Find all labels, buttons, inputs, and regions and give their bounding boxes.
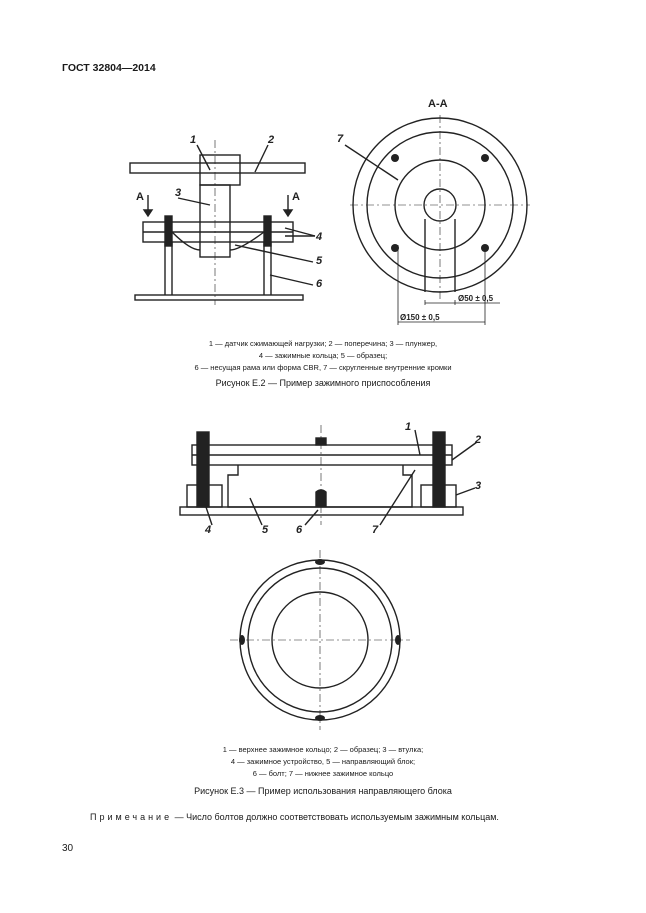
dim-inner-diameter: Ø50 ± 0,5: [458, 294, 494, 303]
e2-figure-title: Рисунок Е.2 — Пример зажимного приспособления: [215, 378, 431, 388]
e2-legend-line-1: 1 — датчик сжимающей нагрузки; 2 — поперечина; 3 — плунжер,: [208, 339, 438, 348]
e3-callout-6: 6: [296, 524, 303, 536]
note-text: — Число болтов должно соответствовать используемым зажимным кольцам.: [174, 812, 499, 822]
e3-callout-2: 2: [475, 434, 482, 446]
e3-legend-line-1: 1 — верхнее зажимное кольцо; 2 — образец; 3 — втулка;: [222, 745, 424, 754]
section-label: А-А: [428, 98, 448, 110]
e2-callout-5: 5: [316, 255, 323, 267]
e2-legend-line-3: 6 — несущая рама или форма CBR, 7 — скругленные внутренние кромки: [194, 363, 452, 372]
e2-callout-3: 3: [175, 187, 182, 199]
section-mark-left: А: [136, 191, 144, 203]
e3-legend-line-3: 6 — болт; 7 — нижнее зажимное кольцо: [252, 769, 394, 778]
e2-callout-6: 6: [316, 278, 323, 290]
e2-callout-4: 4: [316, 231, 323, 243]
e3-callout-1: 1: [405, 421, 412, 433]
e3-legend-line-2: 4 — зажимное устройство, 5 — направляющий блок;: [230, 757, 416, 766]
e2-callout-1: 1: [190, 134, 197, 146]
page-number: 30: [62, 843, 74, 854]
e3-callout-5: 5: [262, 524, 269, 536]
document-header: ГОСТ 32804—2014: [62, 62, 156, 74]
e3-figure-title: Рисунок Е.3 — Пример использования направляющего блока: [194, 786, 452, 796]
e2-callout-2: 2: [268, 134, 275, 146]
figure-e3-drawing: [0, 400, 646, 740]
note: [90, 812, 499, 822]
e3-callout-7: 7: [372, 524, 379, 536]
e2-callout-7: 7: [337, 133, 344, 145]
note-label: Примечание: [90, 812, 173, 822]
dim-outer-diameter: Ø150 ± 0,5: [400, 313, 440, 322]
e2-legend-line-2: 4 — зажимные кольца; 5 — образец;: [258, 351, 388, 360]
e3-callout-3: 3: [475, 480, 482, 492]
section-mark-right: А: [292, 191, 300, 203]
e3-callout-4: 4: [205, 524, 212, 536]
